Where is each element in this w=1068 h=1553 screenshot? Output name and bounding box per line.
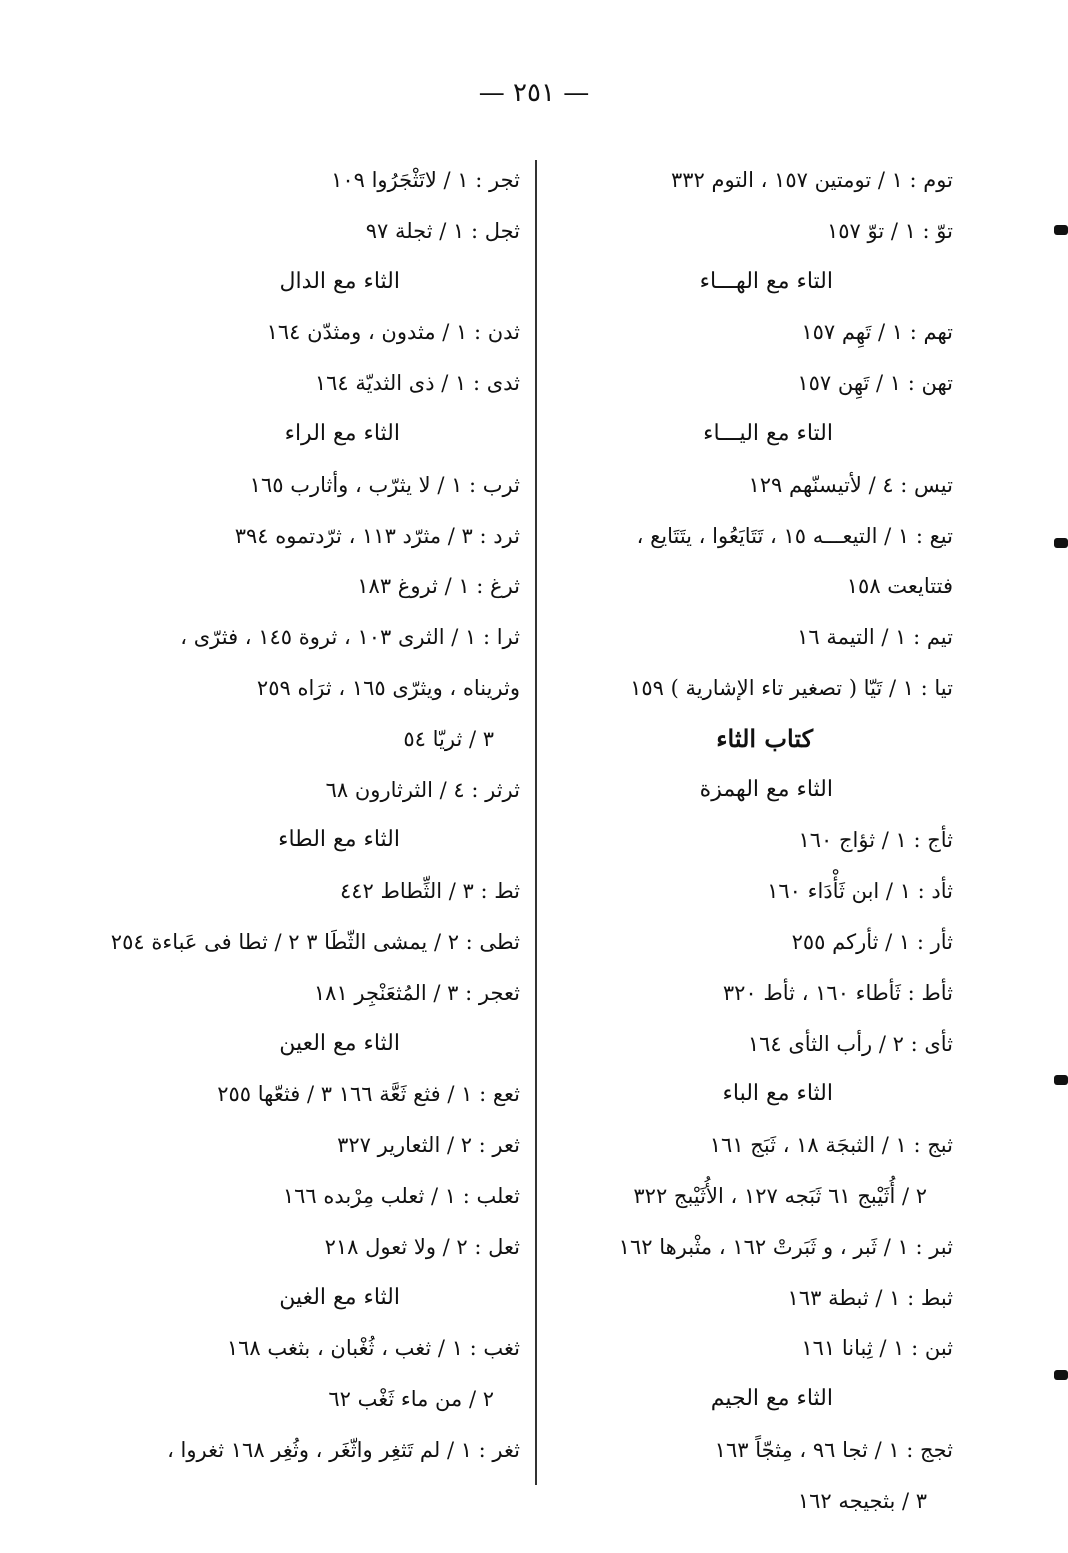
index-entry: ثعل : ٢ / ولا ثعول ٢١٨ <box>324 1234 520 1259</box>
section-heading: الثاء مع الهمزة <box>699 776 833 802</box>
index-entry: ثأط : ثَأطاء ١٦٠ ، ثأط ٣٢٠ <box>722 980 953 1005</box>
index-entry: ثجر : ١ / لاتَثْجَرُوا ١٠٩ <box>331 168 520 192</box>
index-entry: ٣ / بثجيجه ١٦٢ <box>797 1488 927 1513</box>
index-entry: ثعر : ٢ / الثعارير ٣٢٧ <box>337 1133 520 1158</box>
section-heading: الثاء مع الراء <box>284 420 400 446</box>
index-entry: ثط : ٣ / الثِّطاط ٤٤٢ <box>339 879 520 904</box>
edge-mark <box>1054 1370 1068 1380</box>
index-entry: ثعع : ١ / فثع ثَعَّة ١٦٦ ٣ / فثعّها ٢٥٥ <box>217 1082 520 1107</box>
edge-mark <box>1054 538 1068 548</box>
index-entry: تيع : ١ / التيعـــه ١٥ ، تَتَايَعُوا ، يتَتَايع ، <box>636 523 953 548</box>
index-entry: ثبج : ١ / الثبجَة ١٨ ، ثَبَج ١٦١ <box>709 1133 953 1158</box>
index-entry: ثجج : ١ / ثجا ٩٦ ، مِثجّاً ١٦٣ <box>714 1437 953 1462</box>
index-entry: ٢ / أُثَيْبج ٦١ ثَبَجه ١٢٧ ، الأُثَيْبج ٣٢٢ <box>633 1183 927 1208</box>
index-entry: ثغر : ١ / لم تَثغِر واثّغَر ، وثُغِر ١٦٨ ثغروا ، <box>167 1437 520 1462</box>
index-entry: تهم : ١ / تَهِم ١٥٧ <box>801 320 953 345</box>
section-heading: الثاء مع الغين <box>279 1284 400 1310</box>
index-entry: ثرغ : ١ / ثروغ ١٨٣ <box>357 574 520 599</box>
index-entry: تهن : ١ / تَهِن ١٥٧ <box>797 371 953 396</box>
right-column <box>513 155 953 1527</box>
index-entry: ثأد : ١ / ابن ثَأْدَاء ١٦٠ <box>767 879 953 904</box>
index-entry: ثأر : ١ / ثأركم ٢٥٥ <box>791 929 953 954</box>
index-entry: ثرب : ١ / لا يثرّب ، وأثارب ١٦٥ <box>249 472 520 497</box>
index-entry: ثأى : ٢ / رأب الثأى ١٦٤ <box>747 1031 953 1056</box>
index-entry: ٢ / من ماء ثَغْب ٦٢ <box>328 1387 494 1412</box>
index-entry: ثرثر : ٤ / الثرثارون ٦٨ <box>325 777 520 802</box>
section-heading: الثاء مع الدال <box>279 268 400 294</box>
section-heading: كتاب الثاء <box>716 723 813 753</box>
left-column <box>110 155 520 1476</box>
index-entry: ثعلب : ١ / ثعلب مِرْبده ١٦٦ <box>282 1183 520 1208</box>
index-entry: ثغب : ١ / ثغب ، ثُغْبان ، بثغب ١٦٨ <box>226 1336 520 1361</box>
index-entry: ثدن : ١ / مثدون ، ومثدّن ١٦٤ <box>266 320 520 345</box>
index-entry: ثأج : ١ / ثؤاج ١٦٠ <box>798 828 953 853</box>
section-heading: التاء مع الهـــاء <box>699 268 833 294</box>
index-entry: ثرد : ٣ / مثرّد ١١٣ ، ثرّدتموه ٣٩٤ <box>234 523 520 548</box>
index-entry: ثبر : ١ / ثَبر ، و ثَبَرتْ ١٦٢ ، مثْبرها ١٦٢ <box>618 1234 953 1259</box>
edge-mark <box>1054 1075 1068 1085</box>
index-entry: تيم : ١ / التيمة ١٦ <box>797 625 953 650</box>
index-entry: ثبن : ١ / ثِبانا ١٦١ <box>801 1336 953 1361</box>
index-entry: ثرا : ١ / الثرى ١٠٣ ، ثروة ١٤٥ ، فثرّى ، <box>180 625 520 650</box>
index-entry: ثعجر : ٣ / المُثعَنْجِر ١٨١ <box>313 980 520 1005</box>
edge-mark <box>1054 225 1068 235</box>
page-number: — ٢٥١ — <box>478 78 590 108</box>
index-entry: فتتايعت ١٥٨ <box>846 574 953 599</box>
index-entry: وثريناه ، ويثرّى ١٦٥ ، ثرَاه ٢٥٩ <box>256 675 520 700</box>
index-entry: تيس : ٤ / لأتيسنّهم ١٢٩ <box>748 472 953 497</box>
index-entry: ٣ / ثريّا ٥٤ <box>403 726 494 751</box>
index-entry: توّ : ١ / توّ ١٥٧ <box>826 218 953 243</box>
section-heading: الثاء مع الباء <box>722 1081 833 1107</box>
index-entry: ثدى : ١ / ذى الثديّة ١٦٤ <box>314 371 520 396</box>
section-heading: الثاء مع الطاء <box>278 827 400 853</box>
index-entry: توم : ١ / تومتين ١٥٧ ، التوم ٣٣٢ <box>670 168 953 192</box>
index-entry: ثطى : ٢ / يمشى الثّطَا ٣ ٢ / ثطا فى عَباءة ٢٥٤ <box>110 929 520 954</box>
index-entry: تيا : ١ / تَيّا ( تصغير تاء الإشارية ) ١٥٩ <box>630 675 953 700</box>
index-entry: ثبط : ١ / ثبطة ١٦٣ <box>787 1285 953 1310</box>
section-heading: التاء مع اليـــاء <box>703 420 833 446</box>
section-heading: الثاء مع الجيم <box>710 1386 833 1412</box>
section-heading: الثاء مع العين <box>279 1030 400 1056</box>
index-entry: ثجل : ١ / ثجلة ٩٧ <box>365 218 520 243</box>
